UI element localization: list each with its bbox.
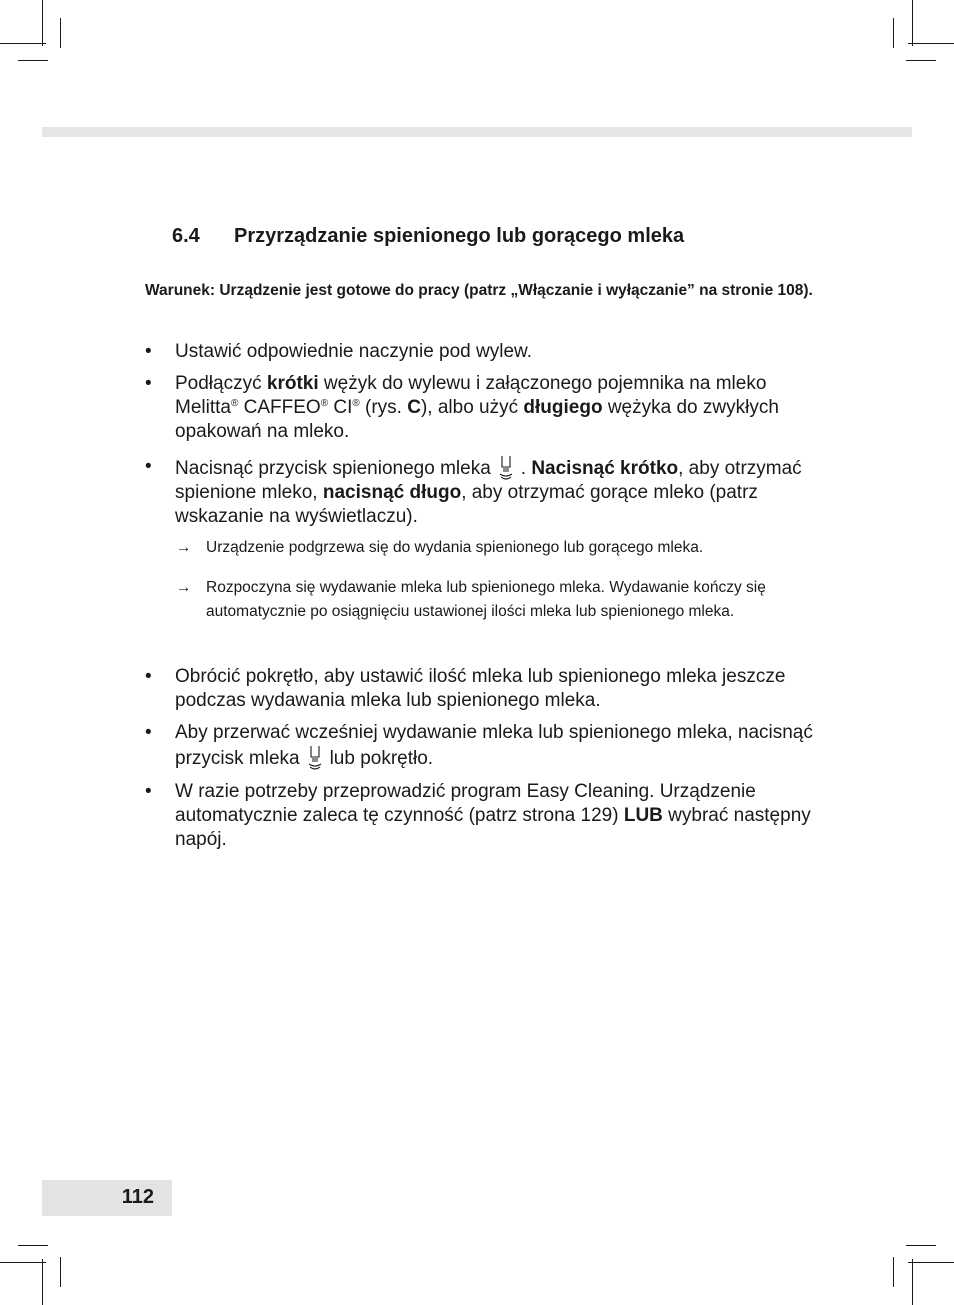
bullet-marker: • <box>145 666 152 687</box>
crop-mark <box>0 43 46 44</box>
crop-mark <box>0 1262 46 1263</box>
bullet-marker: • <box>145 781 152 802</box>
section-title-text: Przyrządzanie spienionego lub gorącego mleka <box>234 225 685 247</box>
result-item <box>176 576 796 624</box>
list-item-text: Ustawić odpowiednie naczynie pod wylew. <box>175 341 532 362</box>
crop-mark <box>18 60 48 61</box>
crop-mark <box>18 1245 48 1246</box>
crop-mark <box>912 1259 913 1305</box>
page-number-box <box>42 1180 172 1216</box>
list-item-text: Podłączyć krótki wężyk do wylewu i załączonego pojemnika na mleko Melitta® CAFFEO® CI® (rys. C), albo użyć długiego wężyka do zwykłych opakowań na mleko. <box>175 373 779 442</box>
list-item <box>145 721 825 771</box>
list-item-text: Aby przerwać wcześniej wydawanie mleka lub spienionego mleka, nacisnąć przycisk mleka lub pokrętło. <box>175 722 813 769</box>
header-band <box>42 127 912 137</box>
crop-mark <box>60 18 61 48</box>
result-text: Urządzenie podgrzewa się do wydania spienionego lub gorącego mleka. <box>206 539 704 556</box>
crop-mark <box>908 1262 954 1263</box>
crop-mark <box>908 43 954 44</box>
crop-mark <box>42 1259 43 1305</box>
list-item <box>145 340 825 364</box>
crop-mark <box>906 60 936 61</box>
result-item <box>176 536 796 560</box>
crop-mark <box>42 0 43 46</box>
list-item-text: W razie potrzeby przeprowadzić program Easy Cleaning. Urządzenie automatycznie zaleca tę czynność (patrz strona 129) LUB wybrać następny napój. <box>175 781 811 850</box>
list-item <box>145 455 825 529</box>
section-number: 6.4 <box>172 225 200 247</box>
list-item-text: Obrócić pokrętło, aby ustawić ilość mleka lub spienionego mleka jeszcze podczas wydawania mleka lub spienionego mleka. <box>175 666 786 711</box>
arrow-icon: → <box>176 539 192 556</box>
bullet-marker: • <box>145 456 152 477</box>
list-item-text: Nacisnąć przycisk spienionego mleka . Nacisnąć krótko, aby otrzymać spienione mleko, nacisnąć długo, aby otrzymać gorące mleko (patrz wskazanie na wyświetlaczu). <box>175 455 825 529</box>
crop-mark <box>893 1257 894 1287</box>
list-item <box>145 665 825 713</box>
result-text: Rozpoczyna się wydawanie mleka lub spienionego mleka. Wydawanie kończy się automatycznie po osiągnięciu ustawionej ilości mleka lub spienionego mleka. <box>206 579 766 620</box>
section-heading <box>172 225 684 248</box>
arrow-icon: → <box>176 579 192 596</box>
bullet-marker: • <box>145 373 152 394</box>
list-item <box>145 372 825 444</box>
crop-mark <box>60 1257 61 1287</box>
bullet-marker: • <box>145 341 152 362</box>
crop-mark <box>893 18 894 48</box>
page-number: 112 <box>121 1186 154 1208</box>
crop-mark <box>912 0 913 46</box>
list-item <box>145 780 825 852</box>
bullet-marker: • <box>145 722 152 743</box>
milk-froth-icon <box>306 745 324 771</box>
crop-mark <box>906 1245 936 1246</box>
milk-froth-icon <box>497 455 515 481</box>
condition-note: Warunek: Urządzenie jest gotowe do pracy (patrz „Włączanie i wyłączanie” na stronie 108). <box>145 282 813 299</box>
